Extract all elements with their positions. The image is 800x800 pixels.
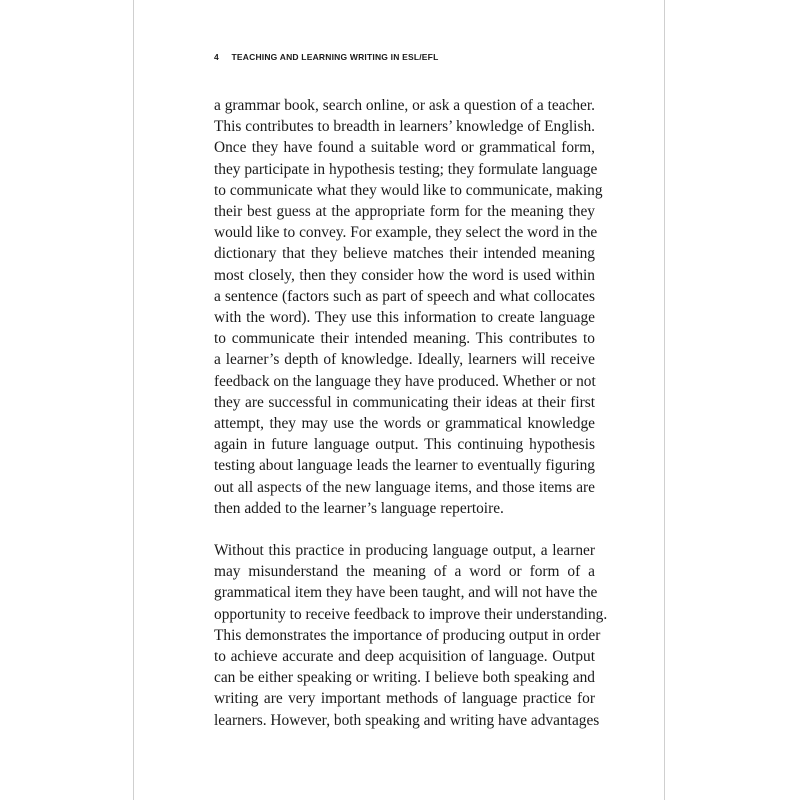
text-line: most closely, then they consider how the word is used within — [214, 266, 595, 284]
book-title: TEACHING AND LEARNING WRITING IN ESL/EFL — [231, 52, 439, 62]
text-line: to achieve accurate and deep acquisition of language. Output — [214, 648, 595, 666]
text-line: Once they have found a suitable word or grammatical form, — [214, 139, 595, 157]
text-line: would like to convey. For example, they select the word in the — [214, 224, 598, 242]
text-line: Without this practice in producing language output, a learner — [214, 542, 595, 560]
text-line: dictionary that they believe matches their intended meaning — [214, 245, 595, 263]
text-line: a sentence (factors such as part of speech and what collocates — [214, 287, 595, 305]
text-line: This demonstrates the importance of producing output in order — [214, 626, 601, 644]
text-line: opportunity to receive feedback to improve their understanding. — [214, 605, 608, 623]
text-line: feedback on the language they have produced. Whether or not — [214, 372, 596, 390]
text-line: can be either speaking or writing. I believe both speaking and — [214, 669, 595, 687]
text-line: learners. However, both speaking and writing have advantages — [214, 711, 600, 729]
text-line: out all aspects of the new language items, and those items are — [214, 478, 595, 496]
text-line: testing about language leads the learner to eventually figuring — [214, 457, 595, 475]
text-line: with the word). They use this information to create language — [214, 309, 595, 327]
paragraph-1 — [214, 95, 603, 519]
book-page — [133, 0, 665, 800]
text-line: to communicate what they would like to communicate, making — [214, 181, 603, 199]
text-line: a learner’s depth of knowledge. Ideally, learners will receive — [214, 351, 595, 369]
text-line: This contributes to breadth in learners’ knowledge of English. — [214, 118, 595, 136]
text-line: may misunderstand the meaning of a word or form of a — [214, 563, 595, 581]
body-text — [214, 95, 608, 731]
page-number: 4 — [214, 52, 219, 62]
text-line: they participate in hypothesis testing; they formulate language — [214, 160, 598, 178]
text-line: attempt, they may use the words or grammatical knowledge — [214, 415, 595, 433]
text-line: they are successful in communicating their ideas at their first — [214, 393, 595, 411]
paragraph-gap — [214, 519, 595, 540]
text-line: to communicate their intended meaning. This contributes to — [214, 330, 595, 348]
running-head — [214, 52, 438, 62]
paragraph-2 — [214, 540, 608, 731]
text-line: their best guess at the appropriate form for the meaning they — [214, 203, 595, 221]
text-line: a grammar book, search online, or ask a question of a teacher. — [214, 97, 595, 114]
text-line: then added to the learner’s language repertoire. — [214, 499, 504, 517]
text-line: writing are very important methods of language practice for — [214, 690, 595, 708]
text-line: grammatical item they have been taught, and will not have the — [214, 584, 598, 602]
text-line: again in future language output. This continuing hypothesis — [214, 436, 595, 454]
